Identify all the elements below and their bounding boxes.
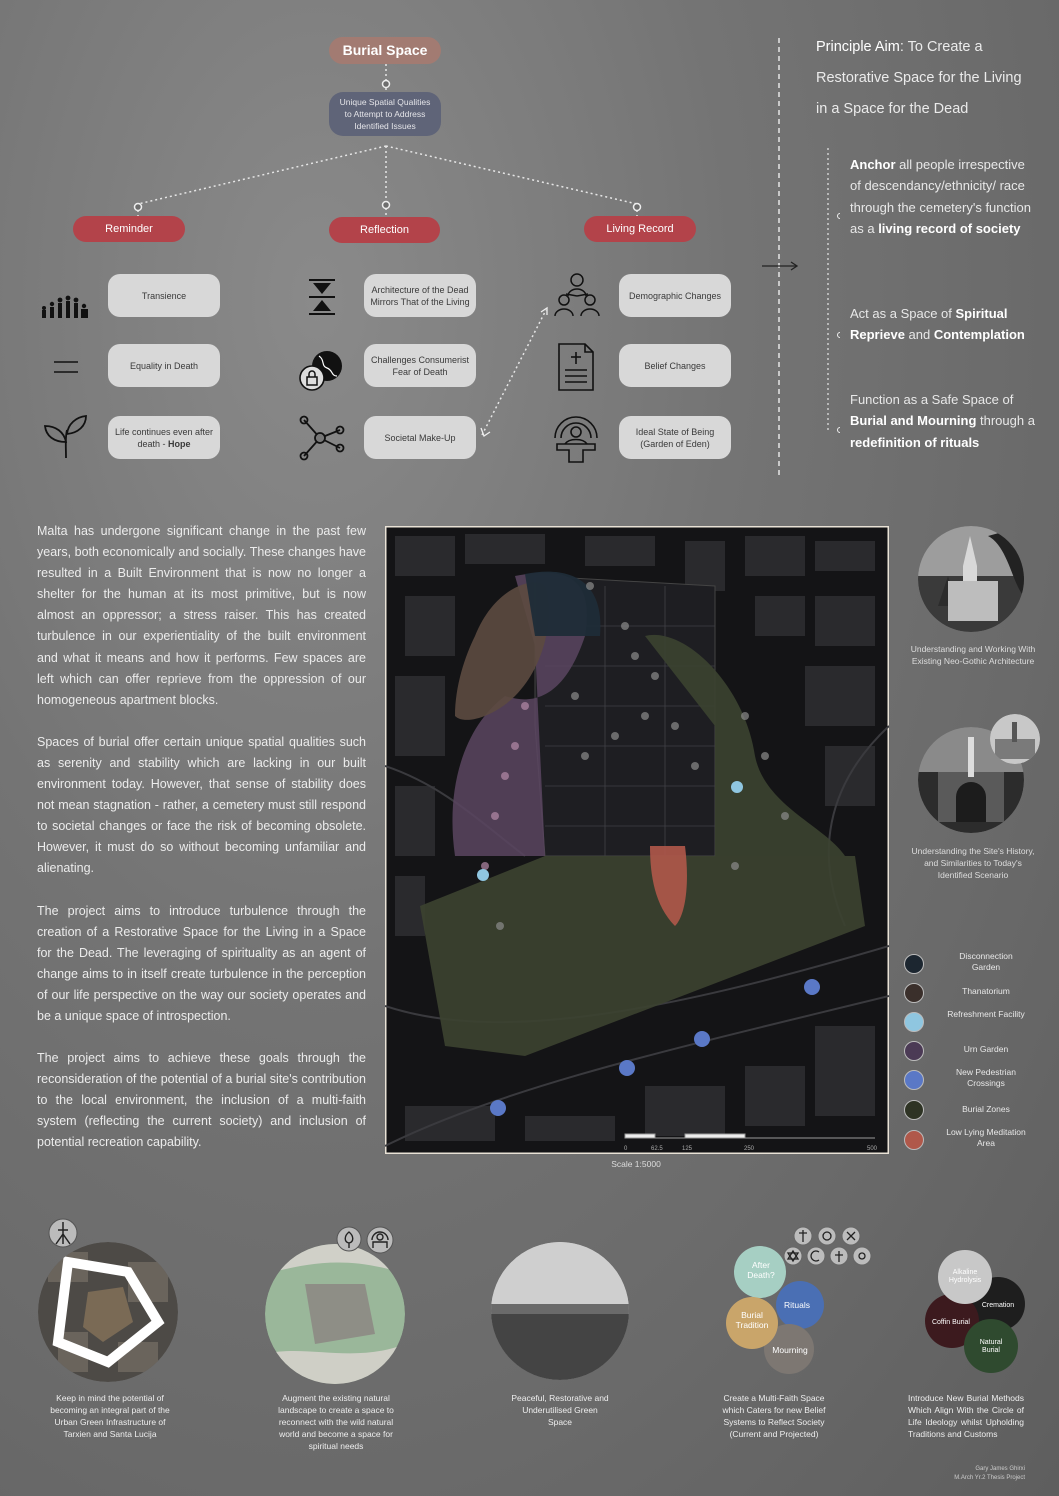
legend-swatch <box>904 1130 924 1150</box>
faith-bubbles <box>720 1242 830 1382</box>
legend-swatch <box>904 1012 924 1032</box>
natural-landscape-map <box>265 1244 405 1384</box>
legend-swatch <box>904 1041 924 1061</box>
card-transience: Transience <box>108 274 220 317</box>
historic-inset-photo <box>990 714 1040 764</box>
legend-label: Thanatorium <box>962 986 1010 996</box>
point-1-bold: Anchor <box>850 157 896 172</box>
legend-label: Disconnection Garden <box>959 951 1013 972</box>
legend-item <box>904 980 1044 1006</box>
point-3-text: Function as a Safe Space of <box>850 392 1014 407</box>
point-spiritual <box>850 303 1035 346</box>
legend-item <box>904 1127 1044 1153</box>
scale-tick: 0 <box>624 1146 628 1152</box>
body-paragraph: Spaces of burial offer certain unique spatial qualities such as serenity and stability which are lacking in our built environment today. However, that sense of stability does not mean stagnation - rather, a cemetery must still respond to societal changes or face the risk of becoming obsolete. However, it must do so without becoming unfamiliar and alienating. <box>37 734 366 876</box>
legend-label: Low Lying Meditation Area <box>946 1127 1026 1148</box>
scale-tick: 500 <box>867 1146 878 1152</box>
bubble-coffin-burial: Coffin Burial <box>931 1319 971 1326</box>
card-equality: Equality in Death <box>108 344 220 387</box>
bubble-after-death: After Death? <box>747 1260 775 1280</box>
legend-item <box>904 1067 1044 1093</box>
legend-label: Burial Zones <box>962 1104 1010 1114</box>
legend-item <box>904 1097 1044 1123</box>
human-evolution-icon <box>40 280 90 330</box>
urban-context-map <box>38 1242 178 1382</box>
point-safe-space <box>850 389 1035 453</box>
point-2-bold-2: Contemplation <box>933 327 1025 343</box>
refreshment-facility-marker <box>731 781 743 793</box>
scale-tick: 125 <box>682 1146 693 1152</box>
scale-tick: 250 <box>744 1146 755 1152</box>
card-hope <box>108 416 220 459</box>
card-architecture: Architecture of the Dead Mirrors That of the Living <box>364 274 476 317</box>
map-scale: Scale 1:5000 <box>611 1159 661 1169</box>
bubble-natural-burial: Natural Burial <box>979 1339 1003 1354</box>
scale-tick: 62.5 <box>651 1146 663 1152</box>
network-icon <box>296 412 346 462</box>
card-demographic: Demographic Changes <box>619 274 731 317</box>
pedestrian-crossing-marker <box>619 1060 635 1076</box>
body-paragraph: The project aims to achieve these goals through the reconsideration of the potential of a burial site's contribution to the local environment, the inclusion of a multi-faith system (reflecting the current society) and inclusion of potential recreation capability. <box>37 1051 366 1150</box>
hope-word: Hope <box>168 438 191 449</box>
caption-natural-landscape: Augment the existing natural landscape to create a space to reconnect with the wild natural world and become a space for spiritual needs <box>278 1393 394 1451</box>
point-3-bold: Burial and Mourning <box>850 413 977 429</box>
card-garden-of-eden: Ideal State of Being (Garden of Eden) <box>619 416 731 459</box>
globe-lock-icon <box>297 346 347 396</box>
legend-swatch <box>904 983 924 1003</box>
sprout-icon <box>40 412 90 462</box>
card-belief: Belief Changes <box>619 344 731 387</box>
body-text <box>37 521 366 1175</box>
death-certificate-icon <box>551 342 601 392</box>
legend-swatch <box>904 1070 924 1090</box>
pedestrian-crossing-marker <box>694 1031 710 1047</box>
diagram-title: Burial Space <box>329 37 441 64</box>
bubble-rituals: Rituals <box>784 1300 810 1310</box>
bubble-burial-tradition: Burial Tradition <box>735 1310 769 1330</box>
aim-text: To Create a Restorative Space for the Living in a Space for the Dead <box>816 39 1022 117</box>
tree-icon <box>336 1226 362 1252</box>
bubble-alkaline: Alkaline Hydrolysis <box>948 1269 982 1284</box>
credit-author: Gary James Ghirxi <box>975 1466 1025 1472</box>
legend-item <box>904 951 1044 977</box>
point-anchor <box>850 154 1035 239</box>
refreshment-facility-marker <box>477 869 489 881</box>
point-2-and: and <box>904 327 934 343</box>
legend-label: Refreshment Facility <box>947 1009 1025 1019</box>
reminder-heading: Reminder <box>73 216 185 242</box>
reflection-heading: Reflection <box>329 217 440 243</box>
principle-aim: Principle Aim: To Create a Restorative Space for the Living in a Space for the Dead <box>816 39 1022 117</box>
cemetery-chapel-icon <box>48 1218 78 1248</box>
caption-neo-gothic: Understanding and Working With Existing Neo-Gothic Architecture <box>910 644 1036 666</box>
caption-green-space: Peaceful, Restorative and Underutilised Green Space <box>511 1393 609 1427</box>
legend-label: New Pedestrian Crossings <box>955 1067 1016 1088</box>
credit <box>900 1465 1025 1483</box>
hourglass-icon <box>297 272 347 322</box>
point-1-bold-2: living record of society <box>878 220 1021 236</box>
people-group-icon <box>552 270 602 320</box>
caption-site-history: Understanding the Site's History, and Similarities to Today's Identified Scenario <box>911 846 1035 880</box>
legend-item <box>904 1038 1044 1064</box>
burial-method-bubbles <box>918 1244 1030 1376</box>
point-2-bold: Spiritual Reprieve <box>850 306 1008 343</box>
card-societal: Societal Make-Up <box>364 416 476 459</box>
site-map <box>385 526 889 1154</box>
pedestrian-crossing-marker <box>804 979 820 995</box>
equals-icon <box>42 342 92 392</box>
point-2-text: Act as a Space of <box>850 306 956 321</box>
legend-label: Urn Garden <box>963 1044 1009 1054</box>
body-paragraph: Malta has undergone significant change in the past few years, both economically and socially. These changes have resulted in a Built Environment that is now no longer a shelter for the human at its most primitive, but is now almost an oppressor; a stress raiser. This has created turbulence in our experientiality of the built environment and what it means and how it performs. Few spaces are left which can offer reprieve from the oppression of our homogeneous apartment blocks. <box>37 524 366 707</box>
aim-label: Principle Aim <box>816 39 900 55</box>
bubble-mourning: Mourning <box>772 1345 808 1355</box>
caption-burial-methods: Introduce New Burial Methods Which Align With the Circle of Life Ideology whilst Upholding Traditions and Customs <box>908 1393 1024 1439</box>
point-3-through: through a <box>976 413 1035 429</box>
green-space-photo <box>491 1242 629 1380</box>
point-1-text: all people irrespective of descendancy/ethnicity/ race through the cemetery's function as a <box>850 157 1031 236</box>
meditation-icon <box>551 414 601 464</box>
card-hope-text: Life continues even after death - <box>114 426 214 449</box>
legend-swatch <box>904 954 924 974</box>
meditation-small-icon <box>366 1226 394 1254</box>
caption-multi-faith: Create a Multi-Faith Space which Caters for new Belief Systems to Reflect Society (Current and Projected) <box>722 1393 826 1439</box>
bubble-cremation: Cremation <box>981 1302 1015 1309</box>
living-record-heading: Living Record <box>584 216 696 242</box>
point-3-bold-2: redefinition of rituals <box>850 434 980 450</box>
card-consumerist: Challenges Consumerist Fear of Death <box>364 344 476 387</box>
caption-urban-green: Keep in mind the potential of becoming an integral part of the Urban Green Infrastructure of Tarxien and Santa Lucija <box>50 1393 170 1439</box>
legend-item <box>904 1009 1044 1035</box>
neo-gothic-church-photo <box>918 526 1024 632</box>
diagram-subtitle: Unique Spatial Qualities to Attempt to Address Identified Issues <box>329 92 441 136</box>
credit-project: M.Arch Yr.2 Thesis Project <box>954 1475 1025 1481</box>
body-paragraph: The project aims to introduce turbulence through the creation of a Restorative Space for the Living in a Space for the Dead. The leveraging of spirituality as an agent of change aims to in itself create turbulence in the perception of our life perspective on the way our society operates and be a unique space of introspection. <box>37 903 366 1023</box>
legend-swatch <box>904 1100 924 1120</box>
pedestrian-crossing-marker <box>490 1100 506 1116</box>
